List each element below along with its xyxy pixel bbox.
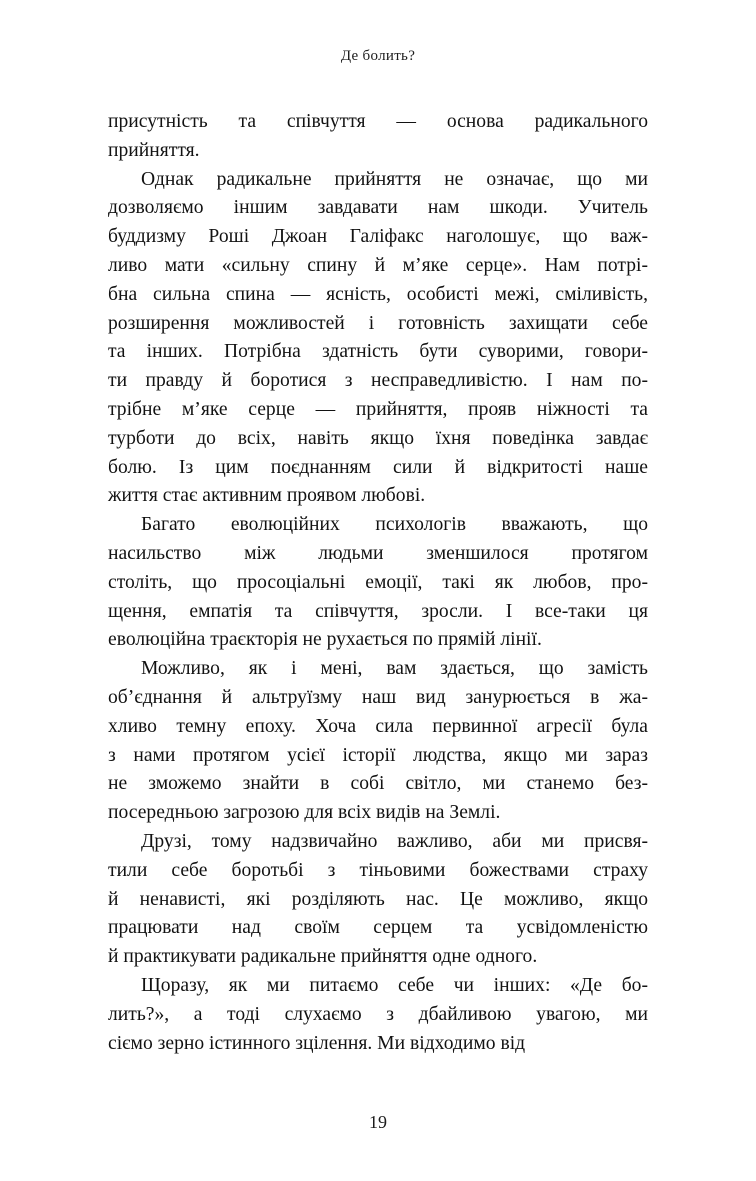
text-line: розширення можливостей і готовність захищати себе [108, 312, 648, 334]
paragraph [108, 972, 648, 1058]
text-line: ливо мати «сильну спину й м’яке серце». Нам потрі- [108, 254, 648, 276]
text-line: й ненависті, які розділяють нас. Це можливо, якщо [108, 888, 648, 910]
text-line: прийняття. [108, 139, 200, 161]
running-header: Де болить? [340, 48, 416, 64]
text-line: та інших. Потрібна здатність бути суворими, говори- [108, 341, 648, 363]
text-line: еволюційна траєкторія не рухається по прямій лінії. [108, 629, 542, 651]
text-line: Щоразу, як ми питаємо себе чи інших: «Де бо- [141, 974, 648, 996]
paragraph [108, 511, 648, 655]
text-line: не зможемо знайти в собі світло, ми станемо без- [108, 773, 648, 795]
text-line: турботи до всіх, навіть якщо їхня поведінка завдає [108, 427, 648, 449]
text-line: Однак радикальне прийняття не означає, що ми [141, 168, 648, 190]
paragraph [108, 828, 648, 972]
body-text-block [108, 108, 648, 1058]
paragraph [108, 166, 648, 512]
text-line: й практикувати радикальне прийняття одне одного. [108, 946, 538, 968]
paragraph [108, 108, 648, 166]
text-line: Багато еволюційних психологів вважають, що [141, 514, 648, 536]
text-line: життя стає активним проявом любові. [108, 485, 426, 507]
text-line: трібне м’яке серце — прийняття, прояв ніжності та [108, 398, 648, 420]
text-line: буддизму Роші Джоан Галіфакс наголошує, що важ- [108, 226, 648, 248]
text-line: працювати над своїм серцем та усвідомленістю [108, 917, 648, 939]
text-line: Друзі, тому надзвичайно важливо, аби ми присвя- [141, 830, 648, 852]
text-line: посередньою загрозою для всіх видів на Землі. [108, 802, 501, 824]
text-line: сіємо зерно істинного зцілення. Ми відходимо від [108, 1032, 526, 1054]
text-line: з нами протягом усієї історії людства, якщо ми зараз [108, 744, 648, 766]
text-line: насильство між людьми зменшилося протягом [108, 542, 648, 564]
paragraph [108, 655, 648, 828]
text-line: століть, що просоціальні емоції, такі як любов, про- [108, 571, 648, 593]
text-line: тили себе боротьбі з тіньовими божествами страху [108, 859, 648, 881]
text-line: болю. Із цим поєднанням сили й відкритості наше [108, 456, 648, 478]
text-line: бна сильна спина — ясність, особисті межі, сміливість, [108, 283, 648, 305]
text-line: лить?», а тоді слухаємо з дбайливою увагою, ми [108, 1003, 648, 1025]
text-line: щення, емпатія та співчуття, зросли. І все-таки ця [108, 600, 648, 622]
page-number: 19 [369, 1112, 387, 1132]
text-line: присутність та співчуття — основа радикального [108, 111, 648, 132]
text-line: Можливо, як і мені, вам здається, що замість [141, 658, 648, 680]
text-line: хливо темну епоху. Хоча сила первинної агресії була [108, 715, 648, 737]
text-line: об’єднання й альтруїзму наш вид занурюється в жа- [108, 686, 648, 708]
text-line: дозволяємо іншим завдавати нам шкоди. Учитель [108, 197, 648, 219]
text-line: ти правду й боротися з несправедливістю. І нам по- [108, 370, 648, 392]
